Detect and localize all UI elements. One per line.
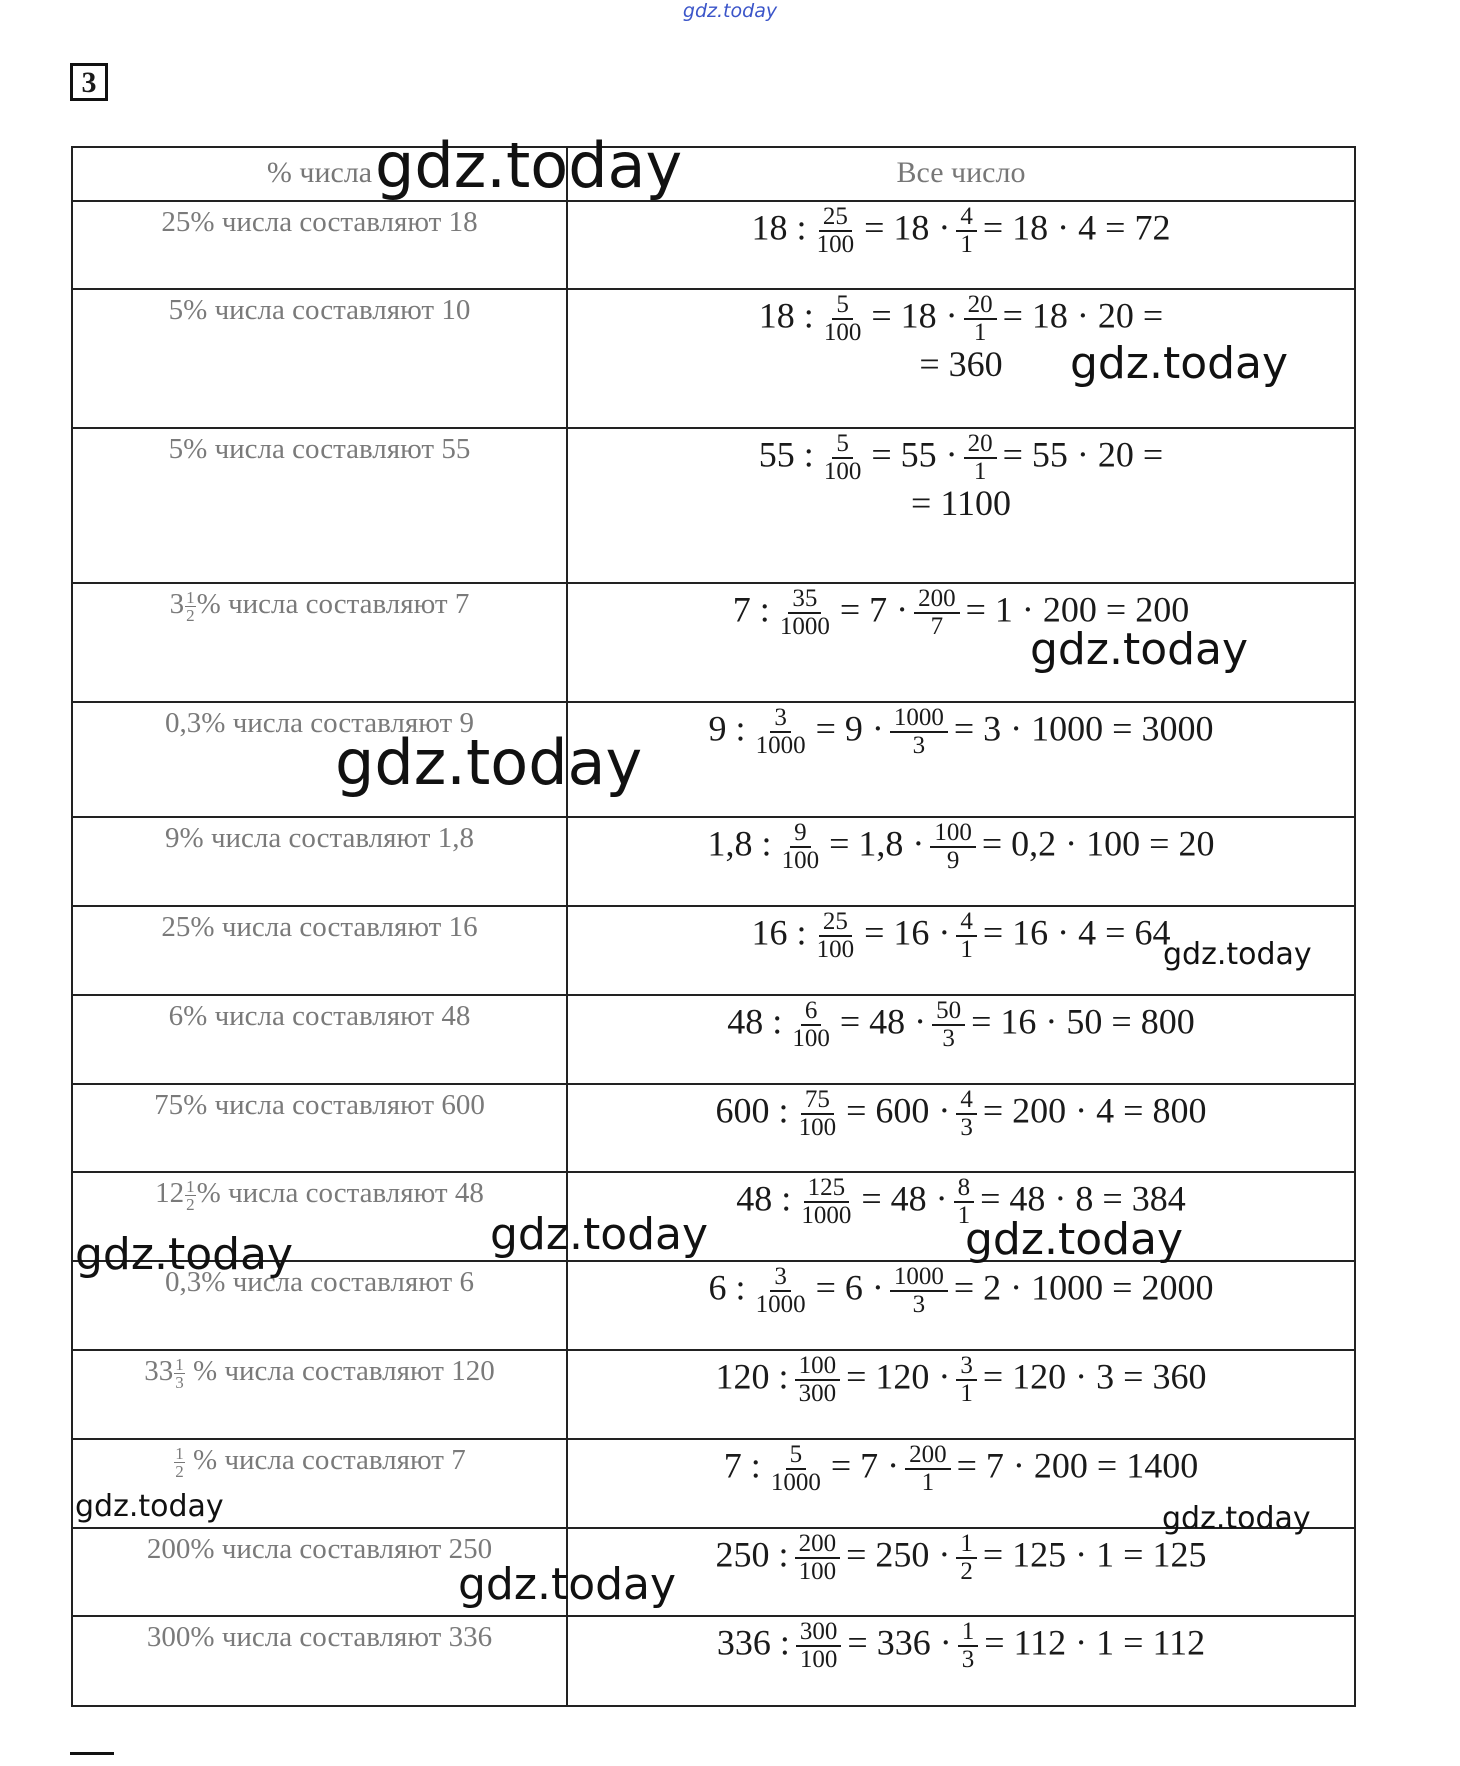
calculation-line [568, 431, 1354, 485]
fraction-denominator: 2 [186, 605, 195, 625]
fraction-denominator: 100 [823, 458, 862, 485]
fraction-denominator: 3 [912, 1291, 926, 1318]
percent-condition-cell: 200% числа составляют 250 [72, 1528, 567, 1616]
percent-condition-cell: 5% числа составляют 10 [72, 289, 567, 428]
fraction-numerator: 1000 [890, 705, 948, 733]
fraction-denominator: 1000 [755, 1291, 806, 1318]
calc-text: 7 : [732, 589, 770, 630]
fraction-numerator: 20 [964, 292, 997, 320]
calc-text: = 18 · [864, 207, 951, 248]
percent-condition-cell: 0,3% числа составляют 6 [72, 1261, 567, 1350]
fraction [813, 909, 859, 963]
fraction-denominator: 2 [960, 1558, 973, 1585]
calc-text: 1,8 : [707, 823, 772, 864]
fraction [752, 705, 810, 759]
fraction-denominator: 3 [942, 1025, 955, 1052]
calc-text: 18 : [751, 207, 807, 248]
fraction-denominator: 1000 [779, 613, 830, 640]
calculation-line [568, 820, 1354, 874]
mixed-fraction [174, 1356, 185, 1391]
fraction-denominator: 1000 [755, 732, 806, 759]
calculation-line [568, 998, 1354, 1052]
fraction-numerator: 4 [956, 204, 977, 232]
fraction [797, 1175, 855, 1229]
fraction-numerator: 3 [956, 1353, 977, 1381]
table-row [72, 1350, 1355, 1439]
site-watermark: gdz.today [458, 1559, 677, 1610]
site-watermark: gdz.today [375, 129, 683, 202]
calc-text: = 250 · [846, 1534, 951, 1575]
calculation-cell [567, 1084, 1355, 1172]
fraction [752, 1264, 810, 1318]
fraction [820, 292, 866, 346]
calculation-cell [567, 201, 1355, 289]
fraction-denominator: 3 [175, 1372, 184, 1392]
site-watermark-top: gdz.today [682, 0, 778, 22]
calc-text: = 7 · [839, 589, 909, 630]
fraction-numerator: 1 [175, 1443, 184, 1463]
site-watermark: gdz.today [1162, 1501, 1311, 1536]
fraction [890, 1264, 948, 1318]
fraction [964, 431, 997, 485]
table-row [72, 1616, 1355, 1706]
table-header-row [72, 147, 1355, 201]
calc-text: = 7 · 200 = 1400 [956, 1445, 1199, 1486]
calculation-line [568, 1264, 1354, 1318]
calc-text: = 336 · [847, 1622, 952, 1663]
fraction-numerator: 100 [930, 820, 976, 848]
fraction-numerator: 25 [819, 909, 852, 937]
condition-rest: % числа составляют 7 [196, 588, 470, 620]
site-watermark: gdz.today [1030, 624, 1249, 675]
calc-text: = 600 · [846, 1090, 951, 1131]
percent-condition-cell: 5% числа составляют 55 [72, 428, 567, 583]
fraction [767, 1442, 825, 1496]
fraction-numerator: 75 [801, 1087, 834, 1115]
calc-text: = 48 · [839, 1001, 927, 1042]
calc-text: = 9 · [815, 708, 884, 749]
fraction-numerator: 4 [956, 909, 977, 937]
calc-text: = 112 · 1 = 112 [984, 1622, 1206, 1663]
calc-text: 18 : [758, 295, 814, 336]
fraction-denominator: 3 [961, 1646, 975, 1673]
mixed-fraction [174, 1445, 185, 1480]
percent-condition-cell: 9% числа составляют 1,8 [72, 817, 567, 906]
fraction-denominator: 9 [946, 847, 960, 874]
fraction [932, 998, 965, 1052]
next-task-box-edge [70, 1752, 114, 1766]
calculation-cell [567, 817, 1355, 906]
calc-text: = 120 · 3 = 360 [982, 1356, 1207, 1397]
calc-text: 55 : [758, 434, 814, 475]
calc-text: = 18 · 4 = 72 [982, 207, 1171, 248]
fraction [964, 292, 997, 346]
calculation-cell [567, 428, 1355, 583]
percent-condition-cell: 75% числа составляют 600 [72, 1084, 567, 1172]
calculation-cell [567, 995, 1355, 1084]
fraction-numerator: 1 [186, 1176, 195, 1196]
site-watermark: gdz.today [1070, 338, 1289, 389]
fraction-numerator: 100 [795, 1353, 841, 1381]
fraction [956, 909, 977, 963]
calculation-line [568, 1442, 1354, 1496]
fraction [930, 820, 976, 874]
calc-text: 9 : [708, 708, 746, 749]
header-whole-number: Все число [567, 147, 1355, 201]
fraction-denominator: 2 [175, 1461, 184, 1481]
percent-condition-cell: 300% числа составляют 336 [72, 1616, 567, 1706]
fraction [958, 1619, 979, 1673]
mixed-whole: 3 [169, 588, 185, 620]
fraction-denominator: 1 [960, 936, 973, 963]
fraction-numerator: 5 [786, 1442, 807, 1470]
calc-text: = 18 · [871, 295, 958, 336]
fraction-numerator: 5 [832, 292, 853, 320]
calc-text: = 7 · [830, 1445, 900, 1486]
fraction [795, 1531, 841, 1585]
calc-text: = 1,8 · [829, 823, 925, 864]
table-row [72, 1528, 1355, 1616]
fraction [778, 820, 824, 874]
header-percent: % числа [72, 147, 567, 201]
calculation-line [568, 1531, 1354, 1585]
fraction [820, 431, 866, 485]
fraction-numerator: 1 [186, 587, 195, 607]
calc-text: 7 : [723, 1445, 761, 1486]
fraction-numerator: 300 [796, 1619, 842, 1647]
fraction-denominator: 100 [781, 847, 820, 874]
percent-condition-cell: 6% числа составляют 48 [72, 995, 567, 1084]
fraction-numerator: 3 [770, 705, 791, 733]
calc-text: 336 : [716, 1622, 790, 1663]
fraction-numerator: 1 [956, 1531, 977, 1559]
fraction-numerator: 25 [819, 204, 852, 232]
fraction-numerator: 20 [964, 431, 997, 459]
site-watermark: gdz.today [965, 1214, 1184, 1265]
calculation-cell [567, 1261, 1355, 1350]
table-row [72, 817, 1355, 906]
calc-text: = 120 · [846, 1356, 951, 1397]
calculation-cell [567, 702, 1355, 817]
calculation-cell [567, 1350, 1355, 1439]
fraction [776, 586, 834, 640]
fraction-numerator: 50 [932, 998, 965, 1026]
fraction-denominator: 100 [823, 319, 862, 346]
calc-text: = 55 · [871, 434, 958, 475]
calc-text: 48 : [727, 1001, 783, 1042]
fraction-denominator: 1 [960, 231, 973, 258]
fraction-denominator: 100 [816, 936, 855, 963]
calculation-result-line: = 1100 [911, 483, 1011, 523]
table-row [72, 428, 1355, 583]
table-row [72, 995, 1355, 1084]
site-watermark: gdz.today [75, 1229, 294, 1280]
fraction [956, 204, 977, 258]
fraction [795, 1353, 841, 1407]
condition-rest: % числа составляют 7 [185, 1444, 466, 1476]
fraction-numerator: 9 [790, 820, 811, 848]
calculation-cell [567, 1616, 1355, 1706]
calc-text: = 2 · 1000 = 2000 [953, 1267, 1214, 1308]
percent-condition-cell [72, 583, 567, 702]
table-row [72, 702, 1355, 817]
fraction-numerator: 1 [958, 1619, 979, 1647]
fraction-numerator: 200 [905, 1442, 951, 1470]
fraction-denominator: 100 [799, 1646, 838, 1673]
fraction-numerator: 200 [914, 586, 960, 614]
fraction-denominator: 100 [798, 1558, 837, 1585]
fraction [914, 586, 960, 640]
calc-text: 6 : [708, 1267, 746, 1308]
calculation-line [568, 1353, 1354, 1407]
fraction-numerator: 3 [770, 1264, 791, 1292]
fraction-denominator: 300 [798, 1380, 837, 1407]
fraction-denominator: 3 [960, 1114, 973, 1141]
fraction-numerator: 8 [954, 1175, 975, 1203]
fraction-numerator: 5 [832, 431, 853, 459]
percent-condition-cell: 25% числа составляют 16 [72, 906, 567, 995]
calc-text: = 18 · 20 = [1002, 295, 1164, 336]
fraction-denominator: 2 [186, 1194, 195, 1214]
calc-text: = 0,2 · 100 = 20 [981, 823, 1215, 864]
fraction [788, 998, 834, 1052]
site-watermark: gdz.today [75, 1489, 224, 1524]
percent-condition-cell: 25% числа составляют 18 [72, 201, 567, 289]
calc-text: 250 : [715, 1534, 789, 1575]
mixed-fraction [185, 589, 196, 624]
percent-condition-cell: 0,3% числа составляют 9 [72, 702, 567, 817]
fraction-denominator: 1 [973, 319, 987, 346]
fraction-denominator: 1 [960, 1380, 973, 1407]
fraction [956, 1353, 977, 1407]
calc-text: 16 : [751, 912, 807, 953]
fraction-denominator: 1 [921, 1469, 935, 1496]
table-row [72, 201, 1355, 289]
fraction-numerator: 6 [801, 998, 822, 1026]
fraction-denominator: 100 [816, 231, 855, 258]
calc-text: 48 : [736, 1178, 792, 1219]
fraction-numerator: 4 [956, 1087, 977, 1115]
fraction-denominator: 3 [912, 732, 926, 759]
site-watermark: gdz.today [335, 726, 643, 799]
fraction [956, 1087, 977, 1141]
fraction [956, 1531, 977, 1585]
fraction-denominator: 1000 [801, 1202, 852, 1229]
fraction-numerator: 200 [795, 1531, 841, 1559]
site-watermark: gdz.today [1163, 937, 1312, 972]
mixed-whole: 33 [144, 1355, 174, 1387]
fraction-denominator: 100 [792, 1025, 830, 1052]
calc-text: = 3 · 1000 = 3000 [953, 708, 1214, 749]
calculation-line [568, 204, 1354, 258]
condition-rest: % числа составляют 120 [185, 1355, 495, 1387]
table-row [72, 1084, 1355, 1172]
site-watermark: gdz.today [490, 1209, 709, 1260]
calculation-result-line: = 360 [919, 344, 1003, 384]
fraction [890, 705, 948, 759]
condition-rest: % числа составляют 48 [196, 1177, 484, 1209]
calc-text: = 200 · 4 = 800 [982, 1090, 1207, 1131]
fraction [813, 204, 859, 258]
calculation-line [568, 1087, 1354, 1141]
calc-text: = 125 · 1 = 125 [982, 1534, 1207, 1575]
calc-text: = 48 · 8 = 384 [980, 1178, 1186, 1219]
mixed-fraction [185, 1178, 196, 1213]
calc-text: = 55 · 20 = [1002, 434, 1164, 475]
fraction-numerator: 125 [804, 1175, 850, 1203]
fraction-denominator: 1 [973, 458, 987, 485]
calc-text: = 16 · 50 = 800 [971, 1001, 1195, 1042]
calc-text: = 16 · [864, 912, 951, 953]
task-number: 3 [70, 63, 108, 101]
calc-text: = 16 · 4 = 64 [982, 912, 1171, 953]
calc-text: 600 : [715, 1090, 789, 1131]
fraction [796, 1619, 842, 1673]
calculation-cell [567, 1528, 1355, 1616]
mixed-whole: 12 [155, 1177, 185, 1209]
calc-text: = 48 · [861, 1178, 948, 1219]
fraction-numerator: 35 [788, 586, 821, 614]
percent-condition-cell [72, 1350, 567, 1439]
fraction-numerator: 1000 [890, 1264, 948, 1292]
fraction-denominator: 1000 [770, 1469, 821, 1496]
fraction-denominator: 7 [930, 613, 944, 640]
calculation-line [568, 705, 1354, 759]
fraction [795, 1087, 841, 1141]
fraction-numerator: 1 [175, 1354, 184, 1374]
calculation-line [568, 1619, 1354, 1673]
fraction-denominator: 1 [957, 1202, 971, 1229]
calc-text: = 1 · 200 = 200 [965, 589, 1190, 630]
calc-text: 120 : [715, 1356, 789, 1397]
calc-text: = 6 · [815, 1267, 884, 1308]
fraction-denominator: 100 [798, 1114, 837, 1141]
fraction [905, 1442, 951, 1496]
